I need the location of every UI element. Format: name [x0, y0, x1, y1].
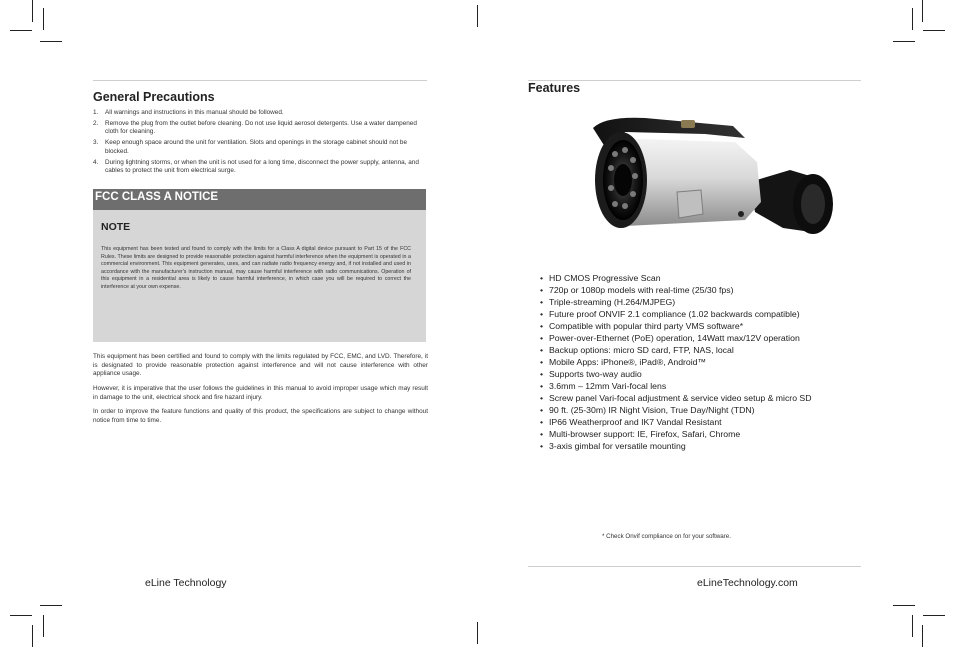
crop-mark — [912, 615, 913, 637]
crop-mark — [40, 41, 62, 42]
footer-brand: eLine Technology — [145, 577, 227, 589]
feature-item: • Supports two-way audio — [540, 368, 812, 380]
list-item — [93, 159, 425, 176]
crop-mark — [477, 622, 478, 644]
feature-item: • Triple-streaming (H.264/MJPEG) — [540, 296, 812, 308]
crop-mark — [477, 5, 478, 27]
guidelines-paragraph: However, it is imperative that the user follows the guidelines in this manual to avoid improper usage which may result in damage to the unit, electrical shock and fire hazard injury. — [93, 385, 428, 401]
crop-mark — [912, 8, 913, 30]
precautions-list — [93, 109, 425, 178]
features-title: Features — [528, 81, 581, 95]
list-item — [93, 120, 425, 137]
list-number: 2. — [93, 119, 99, 127]
feature-item: • Power-over-Ethernet (PoE) operation, 14Watt max/12V operation — [540, 332, 812, 344]
feature-item: • Mobile Apps: iPhone®, iPad®, Android™ — [540, 356, 812, 368]
crop-mark — [32, 0, 33, 22]
fcc-notice-box — [93, 189, 426, 342]
feature-item: • Future proof ONVIF 2.1 compliance (1.02 backwards compatible) — [540, 308, 812, 320]
note-text: This equipment has been tested and found to comply with the limits for a Class A digital device pursuant to Part 15 of the FCC Rules. These limits are designed to provide reasonable protection against harmful interference when the equipment is operated in a commercial environment. This equipment generates, uses, and can radiate radio frequency energy and, if not installed and used in accordance with the manufacturer's instruction manual, may cause harmful interference with radio communications. Operation of this equipment in a residential area is likely to cause harmful interference, in which case you will be required to correct the interference at your own expense. — [101, 246, 411, 290]
feature-item: • 3.6mm – 12mm Vari-focal lens — [540, 380, 812, 392]
feature-item: • 90 ft. (25-30m) IR Night Vision, True Day/Night (TDN) — [540, 404, 812, 416]
footer-rule — [528, 566, 861, 567]
feature-item: • Backup options: micro SD card, FTP, NAS, local — [540, 344, 812, 356]
list-number: 3. — [93, 139, 99, 147]
feature-item: • Screw panel Vari-focal adjustment & service video setup & micro SD — [540, 392, 812, 404]
list-item — [93, 139, 425, 156]
feature-item: • Compatible with popular third party VMS software* — [540, 320, 812, 332]
crop-mark — [32, 625, 33, 647]
list-number: 1. — [93, 109, 99, 116]
note-title: NOTE — [101, 221, 131, 233]
feature-item: • Multi-browser support: IE, Firefox, Safari, Chrome — [540, 428, 812, 440]
crop-mark — [893, 605, 915, 606]
footnote: * Check Onvif compliance on for your software. — [602, 533, 731, 540]
list-text: Remove the plug from the outlet before cleaning. Do not use liquid aerosol detergents. Use a water dampened cloth for cleaning. — [105, 119, 417, 136]
crop-mark — [922, 625, 923, 647]
header-rule — [93, 80, 427, 81]
compliance-paragraph: This equipment has been certified and found to comply with the limits regulated by FCC, EMC, and LVD. Therefore, it is designated to provide reasonable protection against interference and will not cause interference with other appliance usage. — [93, 353, 428, 378]
feature-item: • 720p or 1080p models with real-time (25/30 fps) — [540, 284, 812, 296]
features-list — [540, 272, 812, 452]
feature-item: • HD CMOS Progressive Scan — [540, 272, 812, 284]
bullet-camera-image — [585, 110, 843, 260]
feature-item: • IP66 Weatherproof and IK7 Vandal Resistant — [540, 416, 812, 428]
footer-website: eLineTechnology.com — [697, 577, 798, 589]
crop-mark — [43, 8, 44, 30]
crop-mark — [923, 30, 945, 31]
page-title: General Precautions — [93, 90, 215, 104]
crop-mark — [10, 30, 32, 31]
crop-mark — [922, 0, 923, 22]
crop-mark — [43, 615, 44, 637]
feature-item: • 3-axis gimbal for versatile mounting — [540, 440, 812, 452]
list-text: All warnings and instructions in this manual should be followed. — [105, 109, 284, 116]
crop-mark — [10, 615, 32, 616]
specification-paragraph: In order to improve the feature functions and quality of this product, the specifications are subject to change without notice from time to time. — [93, 408, 428, 424]
list-text: Keep enough space around the unit for ventilation. Slots and openings in the storage cabinet should not be blocked. — [105, 139, 407, 155]
fcc-header: FCC CLASS A NOTICE — [93, 189, 426, 210]
crop-mark — [893, 41, 915, 42]
list-item — [93, 109, 425, 118]
list-number: 4. — [93, 158, 99, 166]
list-text: During lightning storms, or when the unit is not used for a long time, disconnect the power supply, antenna, and cables to protect the unit from electrical surge. — [105, 158, 419, 175]
crop-mark — [923, 615, 945, 616]
crop-mark — [40, 605, 62, 606]
